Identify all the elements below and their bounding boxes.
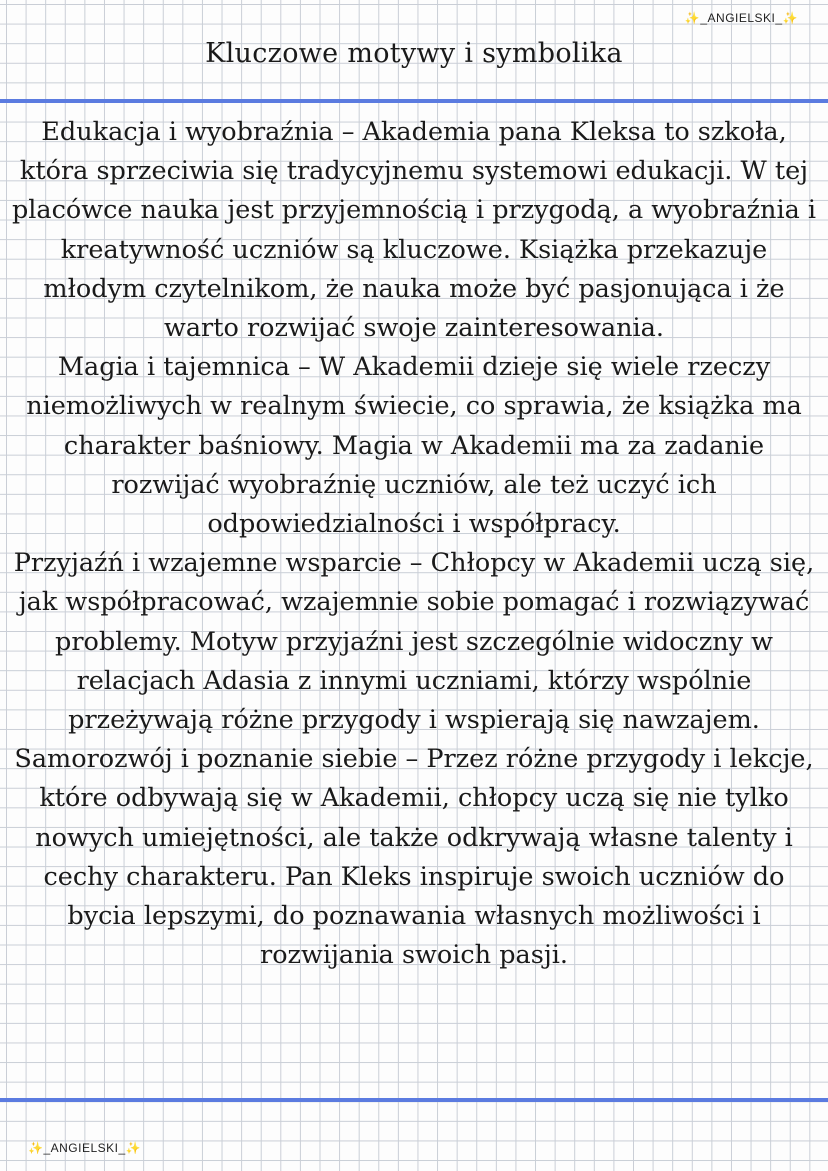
watermark-top: ✨_ANGIELSKI_✨: [684, 11, 798, 25]
watermark-bottom: ✨_ANGIELSKI_✨: [28, 1141, 142, 1155]
paragraph-friendship: Przyjaźń i wzajemne wsparcie – Chłopcy w Akademii uczą się, jak współpracować, wzajemnie sobie pomagać i rozwiązywać problemy. Motyw przyjaźni jest szczególnie widoczny w relacjach Adasia z innymi uczniami, którzy wspólnie przeżywają różne przygody i wspierają się nawzajem.: [13, 548, 815, 736]
paragraph-education: Edukacja i wyobraźnia – Akademia pana Kleksa to szkoła, która sprzeciwia się tradycyjnemu systemowi edukacji. W tej placówce nauka jest przyjemnością i przygodą, a wyobraźnia i kreatywność uczniów są kluczowe. Książka przekazuje młodym czytelnikom, że nauka może być pasjonująca i że warto rozwijać swoje zainteresowania.: [11, 117, 817, 344]
notes-body: [6, 113, 822, 975]
paragraph-self-development: Samorozwój i poznanie siebie – Przez różne przygody i lekcje, które odbywają się w Akademii, chłopcy uczą się nie tylko nowych umiejętności, ale także odkrywają własne talenty i cechy charakteru. Pan Kleks inspiruje swoich uczniów do bycia lepszymi, do poznawania własnych możliwości i rozwijania swoich pasji.: [14, 744, 814, 971]
page-title: Kluczowe motywy i symbolika: [205, 38, 623, 69]
paragraph-magic: Magia i tajemnica – W Akademii dzieje się wiele rzeczy niemożliwych w realnym świecie, co sprawia, że książka ma charakter baśniowy. Magia w Akademii ma za zadanie rozwijać wyobraźnię uczniów, ale też uczyć ich odpowiedzialności i współpracy.: [26, 352, 802, 540]
bottom-divider: [0, 1098, 828, 1102]
top-divider: [0, 99, 828, 103]
